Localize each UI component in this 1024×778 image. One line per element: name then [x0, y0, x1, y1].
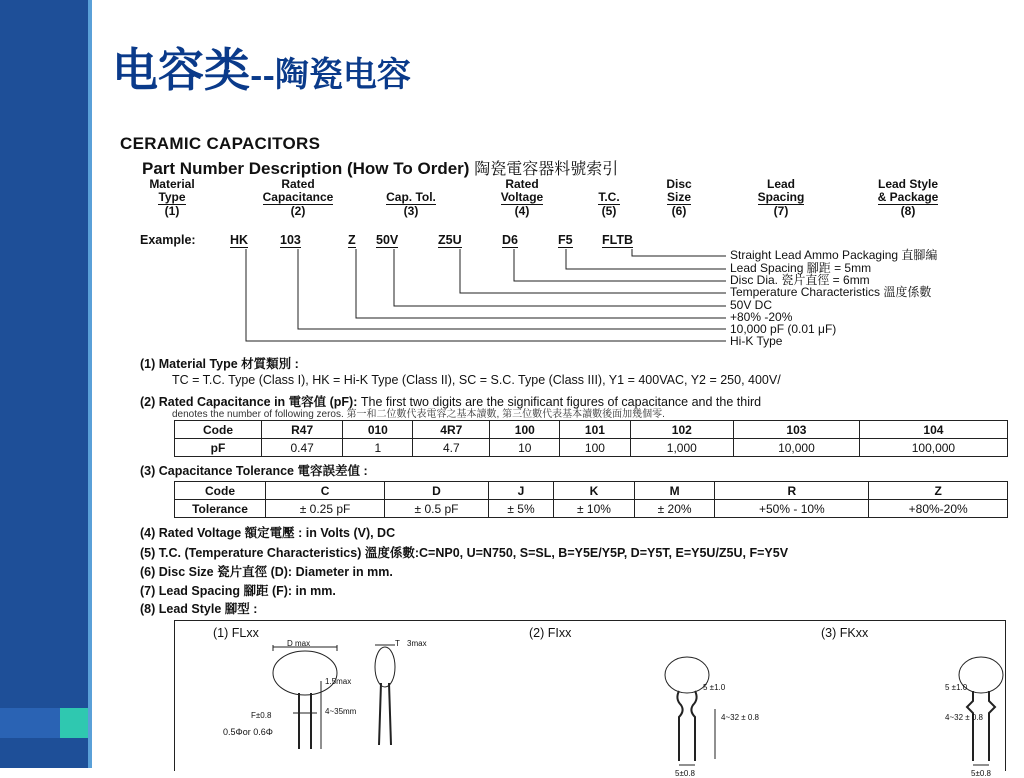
col-disc-size: Disc Size (6)	[666, 177, 692, 218]
datasheet-image	[98, 130, 1008, 778]
table-cell: 10	[490, 439, 560, 457]
table-cell: C	[266, 482, 385, 500]
title-sub: 陶瓷电容	[274, 55, 411, 95]
example-code-fltb: FLTB	[602, 233, 634, 247]
capacitance-table	[174, 420, 1008, 457]
decor-square-blue	[0, 708, 60, 738]
decor-square-green	[60, 708, 88, 738]
table-cell: ± 0.5 pF	[385, 500, 489, 518]
table-row	[175, 439, 1008, 457]
fl-f08: F±0.8	[251, 711, 272, 720]
table-cell: 100	[560, 439, 630, 457]
col-material-type: Material Type (1)	[149, 177, 195, 218]
desc-disc-dia: Disc Dia. 瓷片直徑 = 6mm	[730, 273, 870, 287]
desc-lead-spacing: Lead Spacing 腳距 = 5mm	[730, 261, 872, 275]
table-cell: 100,000	[859, 439, 1007, 457]
fl-lead-dia: 0.5Φor 0.6Φ	[223, 727, 273, 737]
table-cell: 102	[630, 421, 734, 439]
col-tc: T.C. (5)	[598, 190, 620, 218]
fl-15max: 1.5max	[325, 677, 352, 686]
fi-bot: 5±0.8	[675, 769, 695, 778]
col-rated-voltage: Rated Voltage (4)	[500, 177, 544, 218]
example-code-z5u: Z5U	[438, 233, 462, 247]
sec8-text: (8) Lead Style 腳型 :	[140, 602, 258, 616]
table-cell: ± 5%	[488, 500, 553, 518]
table-cell: D	[385, 482, 489, 500]
table-cell: 010	[343, 421, 413, 439]
sec3-title: (3) Capacitance Tolerance 電容誤差值 :	[140, 464, 368, 478]
table-cell: M	[634, 482, 715, 500]
table-row	[175, 421, 1008, 439]
fi-len: 4~32 ± 0.8	[721, 713, 759, 722]
table-cell: 100	[490, 421, 560, 439]
fk-len: 4~32 ± 0.8	[945, 713, 983, 722]
slide-title	[112, 34, 411, 100]
table-cell: ± 0.25 pF	[266, 500, 385, 518]
table-cell: Code	[175, 482, 266, 500]
desc-voltage: 50V DC	[730, 298, 773, 312]
title-dash: --	[250, 59, 275, 94]
sidebar-band	[0, 0, 88, 768]
fk-5: 5 ±1.0	[945, 683, 968, 692]
table-cell: 104	[859, 421, 1007, 439]
example-code-z: Z	[348, 233, 356, 247]
title-main: 电容类	[112, 43, 250, 97]
sec1-text: TC = T.C. Type (Class I), HK = Hi-K Type (Class II), SC = S.C. Type (Class III), Y1 = 400VAC, Y2 = 250, 400V/	[172, 373, 781, 387]
table-cell: 0.47	[262, 439, 343, 457]
table-cell: 4.7	[413, 439, 490, 457]
example-code-f5: F5	[558, 233, 573, 247]
table-cell: Code	[175, 421, 262, 439]
fk-bot: 5±0.8	[971, 769, 991, 778]
fi-5: 5 ±1.0	[703, 683, 726, 692]
doc-heading: CERAMIC CAPACITORS	[120, 134, 321, 153]
table-cell: ± 20%	[634, 500, 715, 518]
table-cell: 103	[734, 421, 860, 439]
sec5-text: (5) T.C. (Temperature Characteristics) 溫度係數:C=NP0, U=N750, S=SL, B=Y5E/Y5P, D=Y5T, E=Y5U/Z5U, F=Y5V	[140, 546, 789, 560]
fl-dmax: D max	[287, 639, 311, 648]
desc-tolerance: +80% -20%	[730, 310, 793, 324]
sec2-note: denotes the number of following zeros. 第一和二位數代表電容之基本讀數, 第三位數代表基本讀數後面加幾個零.	[172, 409, 665, 420]
example-label: Example:	[140, 233, 196, 247]
sec6-text: (6) Disc Size 瓷片直徑 (D): Diameter in mm.	[140, 565, 393, 579]
example-code-50v: 50V	[376, 233, 399, 247]
sec7-text: (7) Lead Spacing 腳距 (F): in mm.	[140, 584, 336, 598]
example-code-103: 103	[280, 233, 301, 247]
fl-tmax: 3max	[407, 639, 427, 648]
col-lead-spacing: Lead Spacing (7)	[757, 177, 805, 218]
col-cap-tol: Cap. Tol. (3)	[386, 190, 436, 218]
table-cell: Z	[869, 482, 1008, 500]
example-connector-lines	[98, 130, 1008, 360]
table-row	[175, 482, 1008, 500]
table-cell: ± 10%	[554, 500, 635, 518]
table-cell: 1,000	[630, 439, 734, 457]
example-code-hk: HK	[230, 233, 249, 247]
table-cell: R	[715, 482, 869, 500]
table-cell: J	[488, 482, 553, 500]
desc-capacitance: 10,000 pF (0.01 μF)	[730, 322, 837, 336]
example-code-d6: D6	[502, 233, 518, 247]
fl-t: T	[395, 639, 400, 648]
table-cell: +50% - 10%	[715, 500, 869, 518]
sec2-line: (2) Rated Capacitance in 電容值 (pF): The first two digits are the significant figures of capacitance and the third	[140, 395, 762, 409]
tolerance-table	[174, 481, 1008, 518]
sec4-text: (4) Rated Voltage 額定電壓 : in Volts (V), DC	[140, 526, 396, 540]
style-fi-label: (2) FIxx	[529, 626, 572, 640]
desc-temp-char: Temperature Characteristics 溫度係數	[730, 285, 932, 299]
style-fk-label: (3) FKxx	[821, 626, 869, 640]
doc-subheading: Part Number Description (How To Order) 陶瓷電容器料號索引	[142, 159, 619, 178]
table-cell: Tolerance	[175, 500, 266, 518]
desc-type: Hi-K Type	[730, 334, 783, 348]
col-lead-style: Lead Style & Package (8)	[877, 177, 939, 218]
table-cell: 101	[560, 421, 630, 439]
desc-lead-style: Straight Lead Ammo Packaging 直腳編	[730, 248, 938, 262]
table-cell: pF	[175, 439, 262, 457]
table-cell: +80%-20%	[869, 500, 1008, 518]
lead-style-diagram-box	[174, 620, 1006, 778]
table-cell: 1	[343, 439, 413, 457]
sec1-title: (1) Material Type 材質類別 :	[140, 357, 299, 371]
table-cell: K	[554, 482, 635, 500]
table-cell: 10,000	[734, 439, 860, 457]
col-rated-capacitance: Rated Capacitance (2)	[262, 177, 334, 218]
style-fl-label: (1) FLxx	[213, 626, 259, 640]
fl-435: 4~35mm	[325, 707, 357, 716]
table-cell: 4R7	[413, 421, 490, 439]
table-cell: R47	[262, 421, 343, 439]
table-row	[175, 500, 1008, 518]
sidebar-stripe	[88, 0, 92, 768]
